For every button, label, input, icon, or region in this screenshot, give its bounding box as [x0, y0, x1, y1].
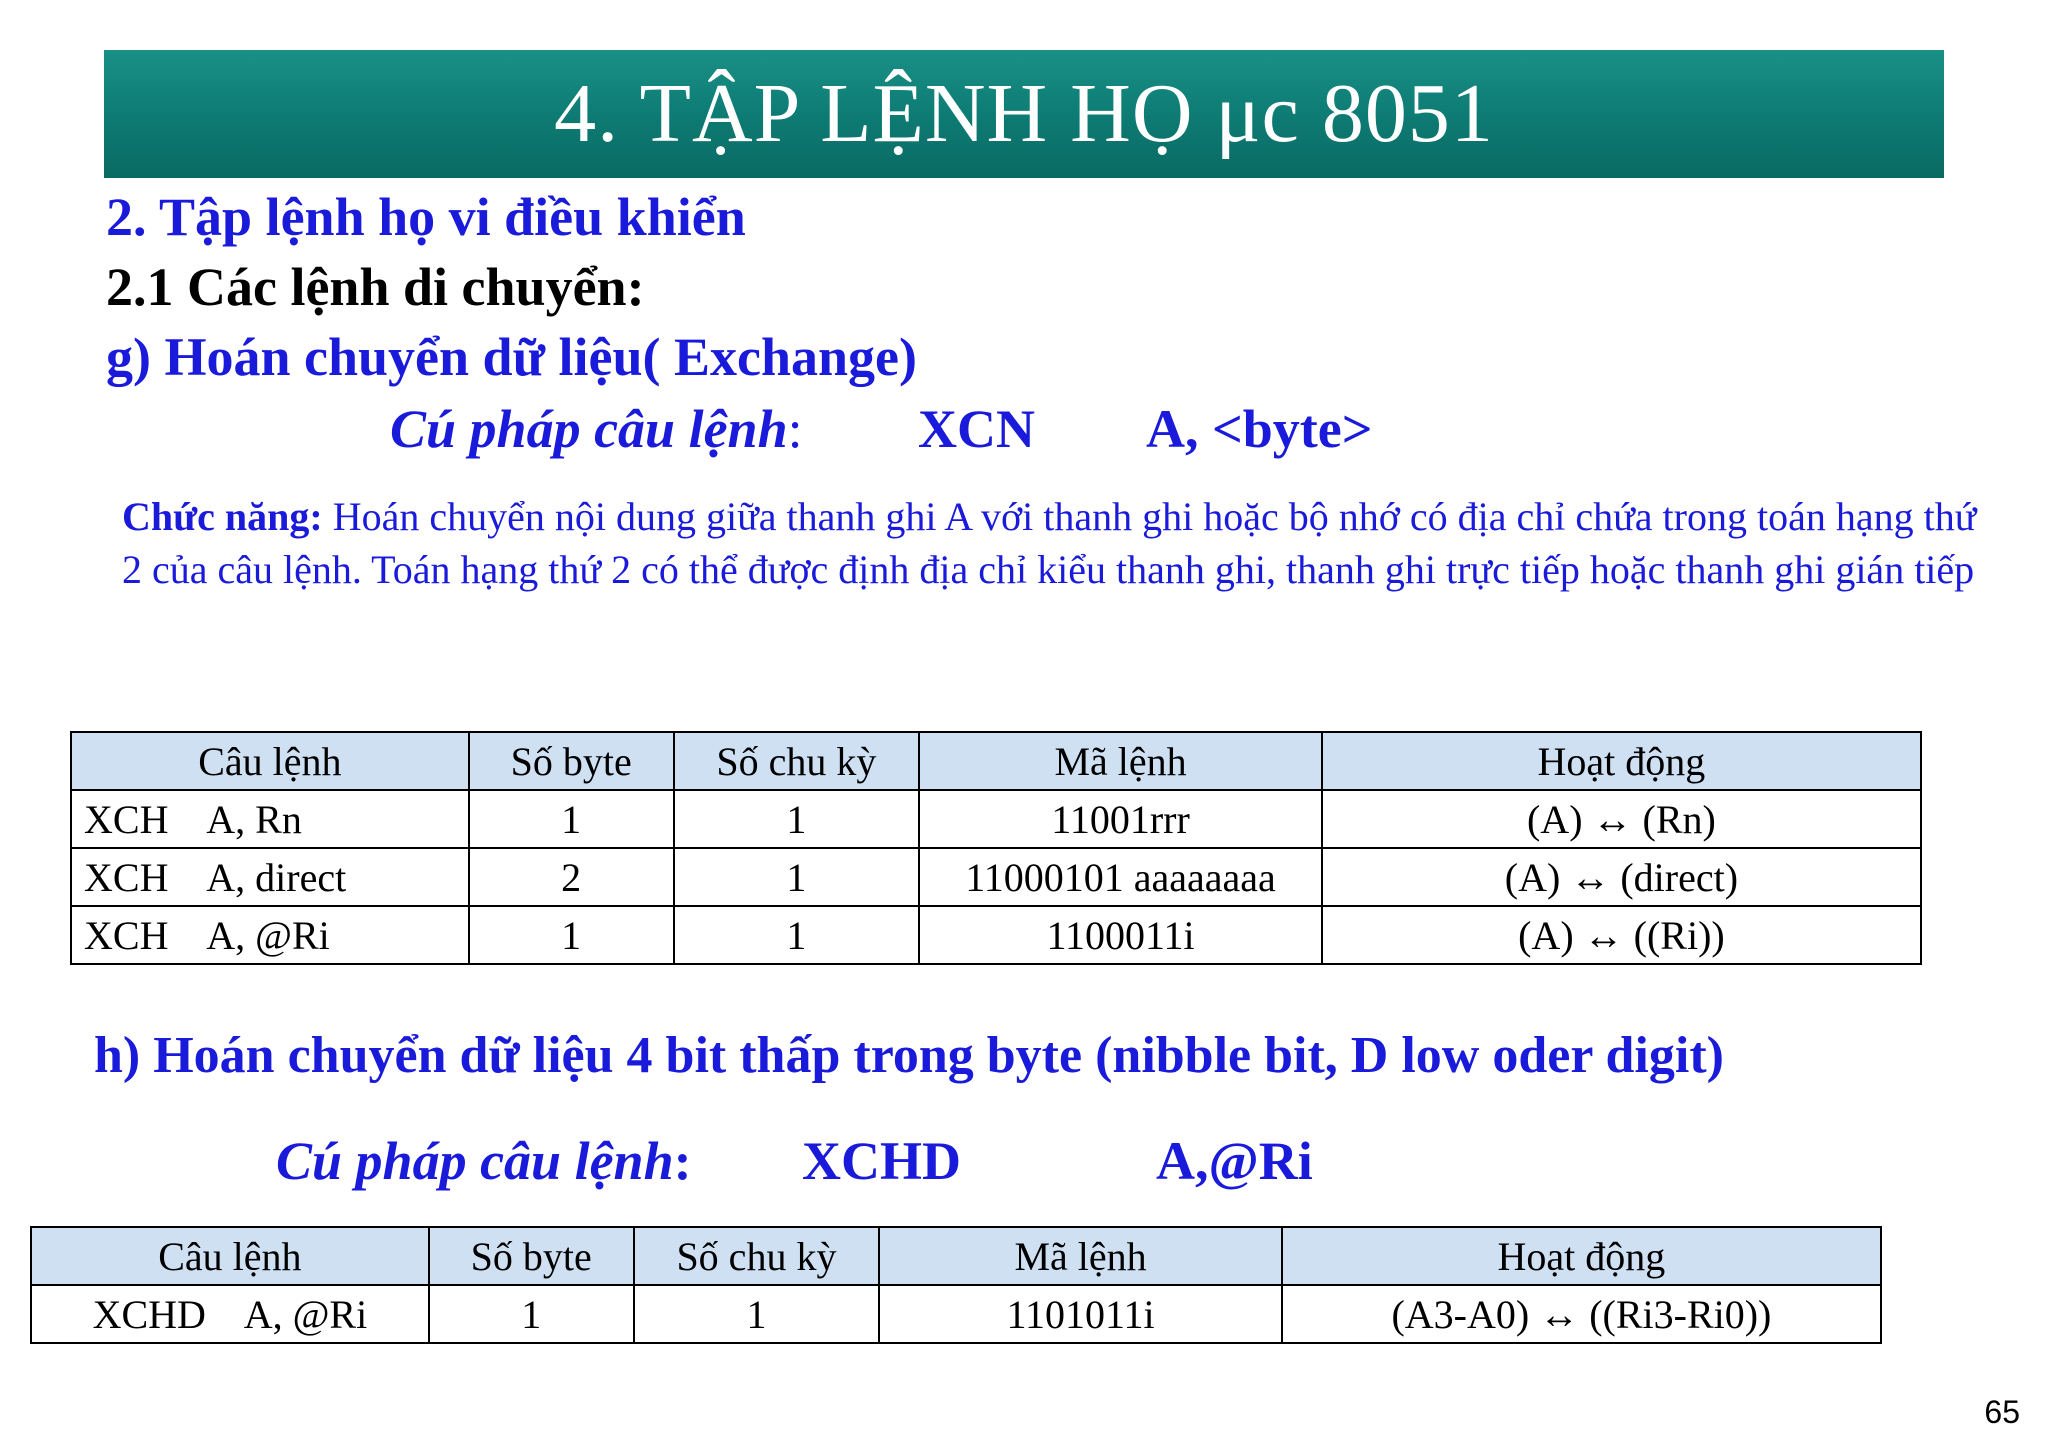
col-header: Số byte: [429, 1227, 634, 1285]
table-cell: 1: [674, 848, 920, 906]
function-description: [122, 490, 2002, 596]
part-g-syntax: [390, 398, 803, 460]
page-number: 65: [1984, 1394, 2020, 1430]
table-cell: 1: [634, 1285, 880, 1343]
part-g-mnemonic: XCN: [918, 399, 1035, 459]
table-cell: XCH A, direct: [71, 848, 469, 906]
table-cell: 1: [429, 1285, 634, 1343]
table-row: [31, 1285, 1881, 1343]
table-row: [71, 906, 1921, 964]
table-cell: (A3-A0) ↔ ((Ri3-Ri0)): [1282, 1285, 1881, 1343]
syntax-label: Cú pháp câu lệnh: [276, 1131, 674, 1191]
col-header: Số byte: [469, 732, 674, 790]
table-cell: XCHD A, @Ri: [31, 1285, 429, 1343]
function-label: Chức năng:: [122, 494, 323, 539]
table-cell: 1100011i: [919, 906, 1322, 964]
table-header-row: [71, 732, 1921, 790]
table-cell: 1: [674, 790, 920, 848]
table-cell: (A) ↔ ((Ri)): [1322, 906, 1921, 964]
exchange-table: [70, 731, 1922, 965]
table-row: [71, 790, 1921, 848]
table-cell: (A) ↔ (direct): [1322, 848, 1921, 906]
table-cell: 1: [469, 790, 674, 848]
col-header: Câu lệnh: [31, 1227, 429, 1285]
col-header: Câu lệnh: [71, 732, 469, 790]
table-cell: (A) ↔ (Rn): [1322, 790, 1921, 848]
part-h-heading: h) Hoán chuyển dữ liệu 4 bit thấp trong byte (nibble bit, D low oder digit): [94, 1027, 1724, 1084]
col-header: Hoạt động: [1282, 1227, 1881, 1285]
syntax-colon: :: [787, 399, 803, 459]
part-h-mnemonic: XCHD: [802, 1131, 961, 1191]
col-header: Số chu kỳ: [674, 732, 920, 790]
table-cell: XCH A, @Ri: [71, 906, 469, 964]
col-header: Mã lệnh: [879, 1227, 1282, 1285]
table-cell: XCH A, Rn: [71, 790, 469, 848]
slide-title: 4. TẬP LỆNH HỌ μc 8051: [554, 67, 1494, 160]
syntax-label: Cú pháp câu lệnh: [390, 399, 788, 459]
table-row: [71, 848, 1921, 906]
syntax-colon: :: [673, 1131, 692, 1191]
table-cell: 1101011i: [879, 1285, 1282, 1343]
part-g-heading: g) Hoán chuyển dữ liệu( Exchange): [106, 327, 917, 387]
table-cell: 1: [674, 906, 920, 964]
col-header: Hoạt động: [1322, 732, 1921, 790]
table-cell: 11001rrr: [919, 790, 1322, 848]
xchd-table: [30, 1226, 1882, 1344]
table-cell: 11000101 aaaaaaaa: [919, 848, 1322, 906]
col-header: Mã lệnh: [919, 732, 1322, 790]
section-heading: 2. Tập lệnh họ vi điều khiển: [106, 187, 746, 247]
table-cell: 1: [469, 906, 674, 964]
function-text: Hoán chuyển nội dung giữa thanh ghi A với thanh ghi hoặc bộ nhớ có địa chỉ chứa trong toán hạng thứ 2 của câu lệnh. Toán hạng thứ 2 có thể được định địa chỉ kiểu thanh ghi, thanh ghi trực tiếp hoặc thanh ghi gián tiếp: [122, 494, 1977, 592]
col-header: Số chu kỳ: [634, 1227, 880, 1285]
subsection-heading: 2.1 Các lệnh di chuyển:: [106, 257, 645, 317]
table-header-row: [31, 1227, 1881, 1285]
table-cell: 2: [469, 848, 674, 906]
part-g-operands: A, <byte>: [1146, 399, 1373, 459]
part-h-syntax: [276, 1130, 692, 1192]
part-h-operands: A,@Ri: [1156, 1131, 1313, 1191]
